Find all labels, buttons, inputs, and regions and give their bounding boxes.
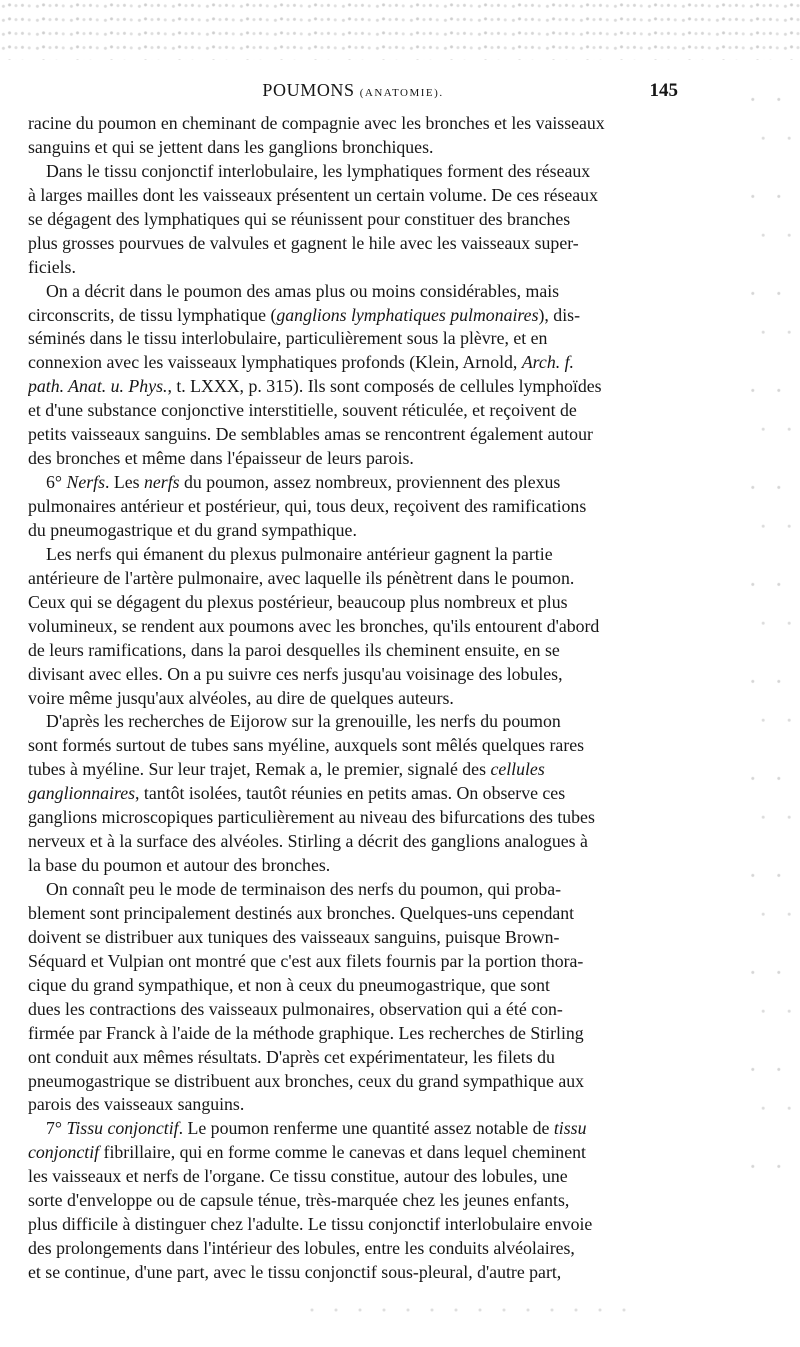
text-line (28, 1117, 679, 1141)
page-number: 145 (649, 80, 678, 101)
text-line (28, 519, 679, 543)
text-segment: fibrillaire, qui en forme comme le canevas et dans lequel cheminent (99, 1142, 586, 1163)
text-segment: ficiels. (28, 256, 76, 277)
text-line (28, 1022, 679, 1046)
text-line (28, 471, 679, 495)
text-segment: , t. LXXX, p. 315). Ils sont composés de cellules lymphoïdes (167, 376, 602, 397)
text-segment: ), dis- (538, 304, 580, 325)
text-line (28, 543, 679, 567)
text-line (28, 782, 679, 806)
text-line (28, 687, 679, 711)
text-line (28, 998, 679, 1022)
scan-noise-margin (745, 80, 795, 1180)
text-line (28, 758, 679, 782)
italic-text: tissu (553, 1118, 587, 1139)
text-line (28, 495, 679, 519)
text-line (28, 1165, 679, 1189)
italic-text: Arch. f. (521, 352, 574, 373)
text-segment: On a décrit dans le poumon des amas plus ou moins considérables, mais (46, 280, 560, 301)
text-segment: firmée par Franck à l'aide de la méthode graphique. Les recherches de Stirling (28, 1022, 584, 1043)
text-segment: circonscrits, de tissu lymphatique ( (28, 304, 277, 325)
text-segment: les vaisseaux et nerfs de l'organe. Ce tissu constitue, autour des lobules, une (28, 1166, 568, 1187)
text-segment: se dégagent des lymphatiques qui se réunissent pour constituer des branches (28, 208, 571, 229)
text-line (28, 878, 679, 902)
scan-noise-bottom (300, 1305, 630, 1315)
text-segment: plus grosses pourvues de valvules et gagnent le hile avec les vaisseaux super- (28, 232, 579, 253)
text-line (28, 304, 679, 328)
text-line (28, 280, 679, 304)
text-line (28, 639, 679, 663)
text-segment: tubes à myéline. Sur leur trajet, Remak a, le premier, signalé des (28, 759, 491, 780)
text-line (28, 1237, 679, 1261)
text-segment: des prolongements dans l'intérieur des lobules, entre les conduits alvéolaires, (28, 1238, 575, 1259)
text-segment: D'après les recherches de Eijorow sur la grenouille, les nerfs du poumon (46, 711, 561, 732)
text-segment: Les nerfs qui émanent du plexus pulmonaire antérieur gagnent la partie (46, 543, 553, 564)
text-segment: Ceux qui se dégagent du plexus postérieur, beaucoup plus nombreux et plus (28, 591, 568, 612)
text-segment: racine du poumon en cheminant de compagnie avec les bronches et les vaisseaux (28, 113, 605, 133)
text-segment: petits vaisseaux sanguins. De semblables amas se rencontrent également autour (28, 424, 593, 445)
text-line (28, 950, 679, 974)
text-segment: . Les (105, 472, 145, 493)
text-line (28, 1070, 679, 1094)
text-line (28, 734, 679, 758)
text-segment: sanguins et qui se jettent dans les ganglions bronchiques. (28, 136, 434, 157)
text-line (28, 1261, 679, 1285)
text-line (28, 399, 679, 423)
text-line (28, 615, 679, 639)
text-line (28, 160, 679, 184)
text-segment: volumineux, se rendent aux poumons avec les bronches, qu'ils entourent d'abord (28, 615, 600, 636)
text-line (28, 351, 679, 375)
text-segment: et d'une substance conjonctive interstitielle, souvent réticulée, et reçoivent de (28, 400, 577, 421)
text-line (28, 710, 679, 734)
text-segment: Dans le tissu conjonctif interlobulaire, les lymphatiques forment des réseaux (46, 160, 591, 181)
text-segment: voire même jusqu'aux alvéoles, au dire de quelques auteurs. (28, 687, 454, 708)
italic-text: Tissu conjonctif (66, 1118, 179, 1139)
text-line (28, 974, 679, 998)
text-segment: pneumogastrique se distribuent aux bronches, ceux du grand sympathique aux (28, 1070, 585, 1091)
text-segment: cique du grand sympathique, et non à ceux du pneumogastrique, que sont (28, 974, 550, 995)
text-segment: pulmonaires antérieur et postérieur, qui, tous deux, reçoivent des ramifications (28, 496, 587, 516)
text-line (28, 423, 679, 447)
text-segment: doivent se distribuer aux tuniques des vaisseaux sanguins, puisque Brown- (28, 926, 560, 947)
text-segment: nerveux et à la surface des alvéoles. Stirling a décrit des ganglions analogues à (28, 831, 588, 852)
text-segment: 6° (46, 472, 67, 493)
text-segment: divisant avec elles. On a pu suivre ces nerfs jusqu'au voisinage des lobules, (28, 663, 563, 684)
text-segment: séminés dans le tissu interlobulaire, particulièrement sous la plèvre, et en (28, 328, 548, 349)
text-line (28, 1189, 679, 1213)
running-subtitle: (ANATOMIE). (359, 87, 444, 99)
text-line (28, 112, 679, 136)
text-segment: parois des vaisseaux sanguins. (28, 1094, 245, 1115)
text-segment: sorte d'enveloppe ou de capsule ténue, très-marquée chez les jeunes enfants, (28, 1190, 570, 1211)
text-segment: à larges mailles dont les vaisseaux présentent un certain volume. De ces réseaux (28, 184, 598, 205)
text-segment: plus difficile à distinguer chez l'adulte. Le tissu conjonctif interlobulaire envoie (28, 1214, 593, 1235)
text-segment: , tantôt isolées, tautôt réunies en petits amas. On observe ces (135, 783, 566, 804)
text-line (28, 1213, 679, 1237)
running-title-text: POUMONS (262, 80, 355, 100)
italic-text: Nerfs (66, 472, 105, 493)
text-segment: de leurs ramifications, dans la paroi desquelles ils cheminent ensuite, en se (28, 639, 560, 660)
text-line (28, 591, 679, 615)
text-line (28, 1141, 679, 1165)
text-segment: . Le poumon renferme une quantité assez notable de (178, 1118, 554, 1139)
text-segment: et se continue, d'une part, avec le tissu conjonctif sous-pleural, d'autre part, (28, 1262, 562, 1282)
text-segment: On connaît peu le mode de terminaison des nerfs du poumon, qui proba- (46, 879, 562, 899)
text-line (28, 830, 679, 854)
body-text (28, 112, 679, 1285)
text-line (28, 902, 679, 926)
italic-text: ganglions lymphatiques pulmonaires (276, 304, 539, 325)
running-title (28, 80, 678, 101)
text-line (28, 447, 679, 471)
text-segment: des bronches et même dans l'épaisseur de leurs parois. (28, 448, 414, 469)
text-line (28, 256, 679, 280)
text-line (28, 926, 679, 950)
page-header (28, 80, 678, 106)
text-segment: la base du poumon et autour des bronches. (28, 855, 331, 876)
text-line (28, 136, 679, 160)
italic-text: ganglionnaires (28, 783, 136, 804)
text-segment: sont formés surtout de tubes sans myéline, auxquels sont mêlés quelques rares (28, 735, 585, 756)
text-segment: ont conduit aux mêmes résultats. D'après cet expérimentateur, les filets du (28, 1046, 555, 1067)
text-segment: connexion avec les vaisseaux lymphatiques profonds (Klein, Arnold, (28, 352, 522, 373)
text-line (28, 1046, 679, 1070)
italic-text: nerfs (144, 472, 180, 493)
text-line (28, 663, 679, 687)
scan-noise-top (0, 0, 800, 60)
text-segment: dues les contractions des vaisseaux pulmonaires, observation qui a été con- (28, 998, 563, 1019)
text-segment: ganglions microscopiques particulièrement au niveau des bifurcations des tubes (28, 807, 595, 828)
italic-text: path. Anat. u. Phys. (28, 376, 168, 397)
text-line (28, 184, 679, 208)
text-line (28, 327, 679, 351)
text-segment: 7° (46, 1118, 67, 1139)
text-segment: blement sont principalement destinés aux bronches. Quelques-uns cependant (28, 902, 575, 923)
text-line (28, 854, 679, 878)
text-segment: du poumon, assez nombreux, proviennent des plexus (179, 472, 561, 493)
text-line (28, 1093, 679, 1117)
text-line (28, 806, 679, 830)
text-segment: du pneumogastrique et du grand sympathique. (28, 519, 357, 540)
text-line (28, 375, 679, 399)
text-line (28, 208, 679, 232)
italic-text: conjonctif (28, 1142, 100, 1163)
text-segment: Séquard et Vulpian ont montré que c'est aux filets fournis par la portion thora- (28, 950, 584, 971)
text-line (28, 232, 679, 256)
text-segment: antérieure de l'artère pulmonaire, avec laquelle ils pénètrent dans le poumon. (28, 567, 575, 588)
text-line (28, 567, 679, 591)
italic-text: cellules (490, 759, 545, 780)
